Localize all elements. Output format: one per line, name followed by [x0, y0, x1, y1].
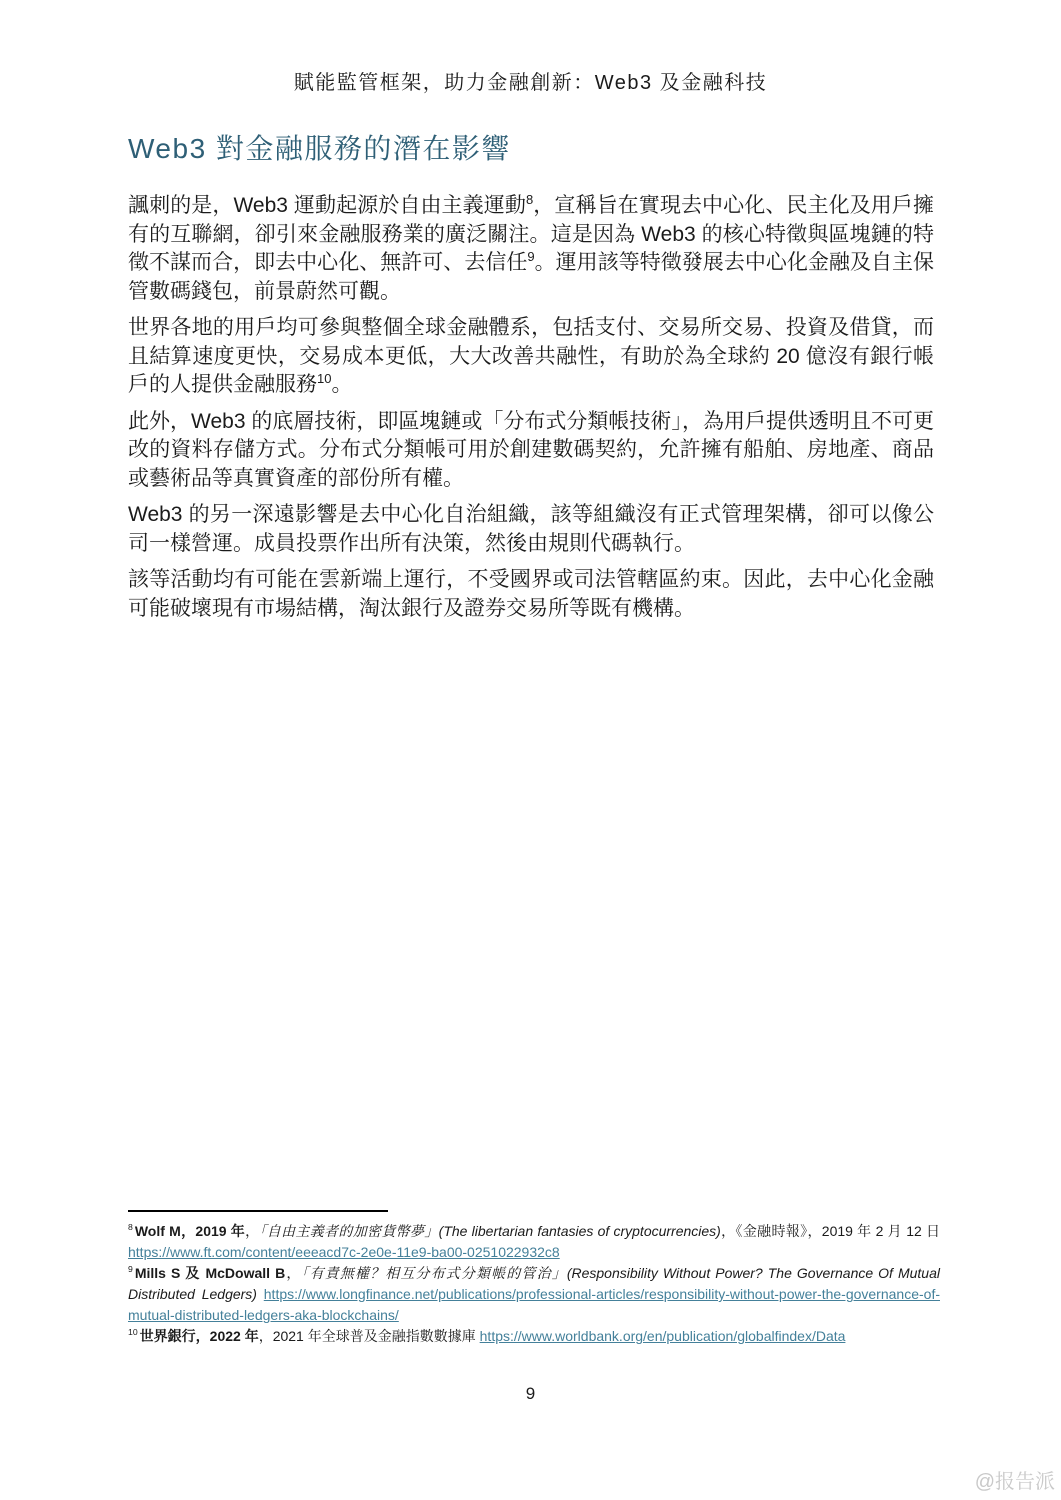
footnote-ref: 10: [317, 371, 332, 386]
footnote-title: 「自由主義者的加密貨幣夢」(The libertarian fantasies of cryptocurrencies): [259, 1223, 721, 1239]
footnote-marker: 8: [128, 1222, 133, 1233]
body-paragraph: Web3 的另一深遠影響是去中心化自治組織，該等組織沒有正式管理架構，卻可以像公司一樣營運。成員投票作出所有決策，然後由規則代碼執行。: [128, 503, 934, 555]
footnote-link[interactable]: https://www.longfinance.net/publications/professional-articles/responsibility-without-power-the-governance-of-mutual-distributed-ledgers-aka-blockchains/: [128, 1286, 940, 1323]
body-paragraph: 此外，Web3 的底層技術，即區塊鏈或「分布式分類帳技術」，為用戶提供透明且不可更改的資料存儲方式。分布式分類帳可用於創建數碼契約，允許擁有船舶、房地產、商品或藝術品等真實資產的部份所有權。: [128, 409, 934, 490]
footnote-marker: 10: [128, 1327, 138, 1338]
footnote: $^{10}$ 世界銀行，2022 年，2021 年全球普及金融指數數據庫 https://www.worldbank.org/en/publication/globalfindex/Data: [128, 1327, 846, 1344]
footnote: $^8$ Wolf M，2019 年，「自由主義者的加密貨幣夢」(The libertarian fantasies of cryptocurrencies)，《金融時報》，2019 年 2 月 12 日 https://www.ft.com/content/eeeacd7c-2e0e-11e9-ba00-0251022932c8: [128, 1222, 941, 1260]
footnote-separator: [128, 1210, 388, 1212]
footnote-source: Mills S 及 McDowall B: [134, 1265, 286, 1281]
footnote: $^9$ Mills S 及 McDowall B，「有責無權？相互分布式分類帳的管治」(Responsibility Without Power? The Governance Of Mutual Distributed Ledgers) https://www.longfinance.net/publications/professional-articles/responsibility-without-power-the-governance-of-mutual-distributed-ledgers-aka-blockchains/: [128, 1264, 940, 1323]
footnote-ref: 9: [527, 249, 535, 264]
body-paragraph: 該等活動均有可能在雲新端上運行，不受國界或司法管轄區約束。因此，去中心化金融可能破壞現有市場結構，淘汰銀行及證券交易所等既有機構。: [128, 568, 934, 620]
footnote-block: [128, 1210, 940, 1347]
footnote-source: 世界銀行，2022 年: [139, 1328, 259, 1344]
footnote-source: Wolf M，2019 年: [134, 1223, 246, 1239]
running-header: 賦能監管框架，助力金融創新：Web3 及金融科技: [293, 72, 768, 94]
footnote-ref: 8: [525, 192, 534, 207]
footnotes: [128, 1221, 940, 1347]
page-number: 9: [525, 1384, 536, 1403]
body-paragraph: 世界各地的用戶均可參與整個全球金融體系，包括支付、交易所交易、投資及借貸，而且結算速度更快，交易成本更低，大大改善共融性，有助於為全球約 20 億沒有銀行帳戶的人提供金融服務$^{10}$。: [128, 316, 934, 396]
section-title: Web3 對金融服務的潛在影響: [128, 133, 511, 164]
footnote-marker: 9: [128, 1264, 133, 1275]
footnote-link[interactable]: https://www.ft.com/content/eeeacd7c-2e0e-11e9-ba00-0251022932c8: [128, 1244, 560, 1260]
body-content: [128, 192, 934, 631]
footnote-link[interactable]: https://www.worldbank.org/en/publication/globalfindex/Data: [479, 1328, 846, 1344]
body-paragraph: 諷刺的是，Web3 運動起源於自由主義運動$^8$，宣稱旨在實現去中心化、民主化及用戶擁有的互聯網，卻引來金融服務業的廣泛關注。這是因為 Web3 的核心特徵與區塊鏈的特徵不謀而合，即去中心化、無許可、去信任$^9$。運用該等特徵發展去中心化金融及自主保管數碼錢包，前景蔚然可觀。: [128, 192, 935, 303]
footnote-title: 「有責無權？相互分布式分類帳的管治」(Responsibility Without Power? The Governance Of Mutual Distributed Ledgers): [128, 1265, 940, 1302]
watermark: @报告派: [974, 1471, 1055, 1493]
